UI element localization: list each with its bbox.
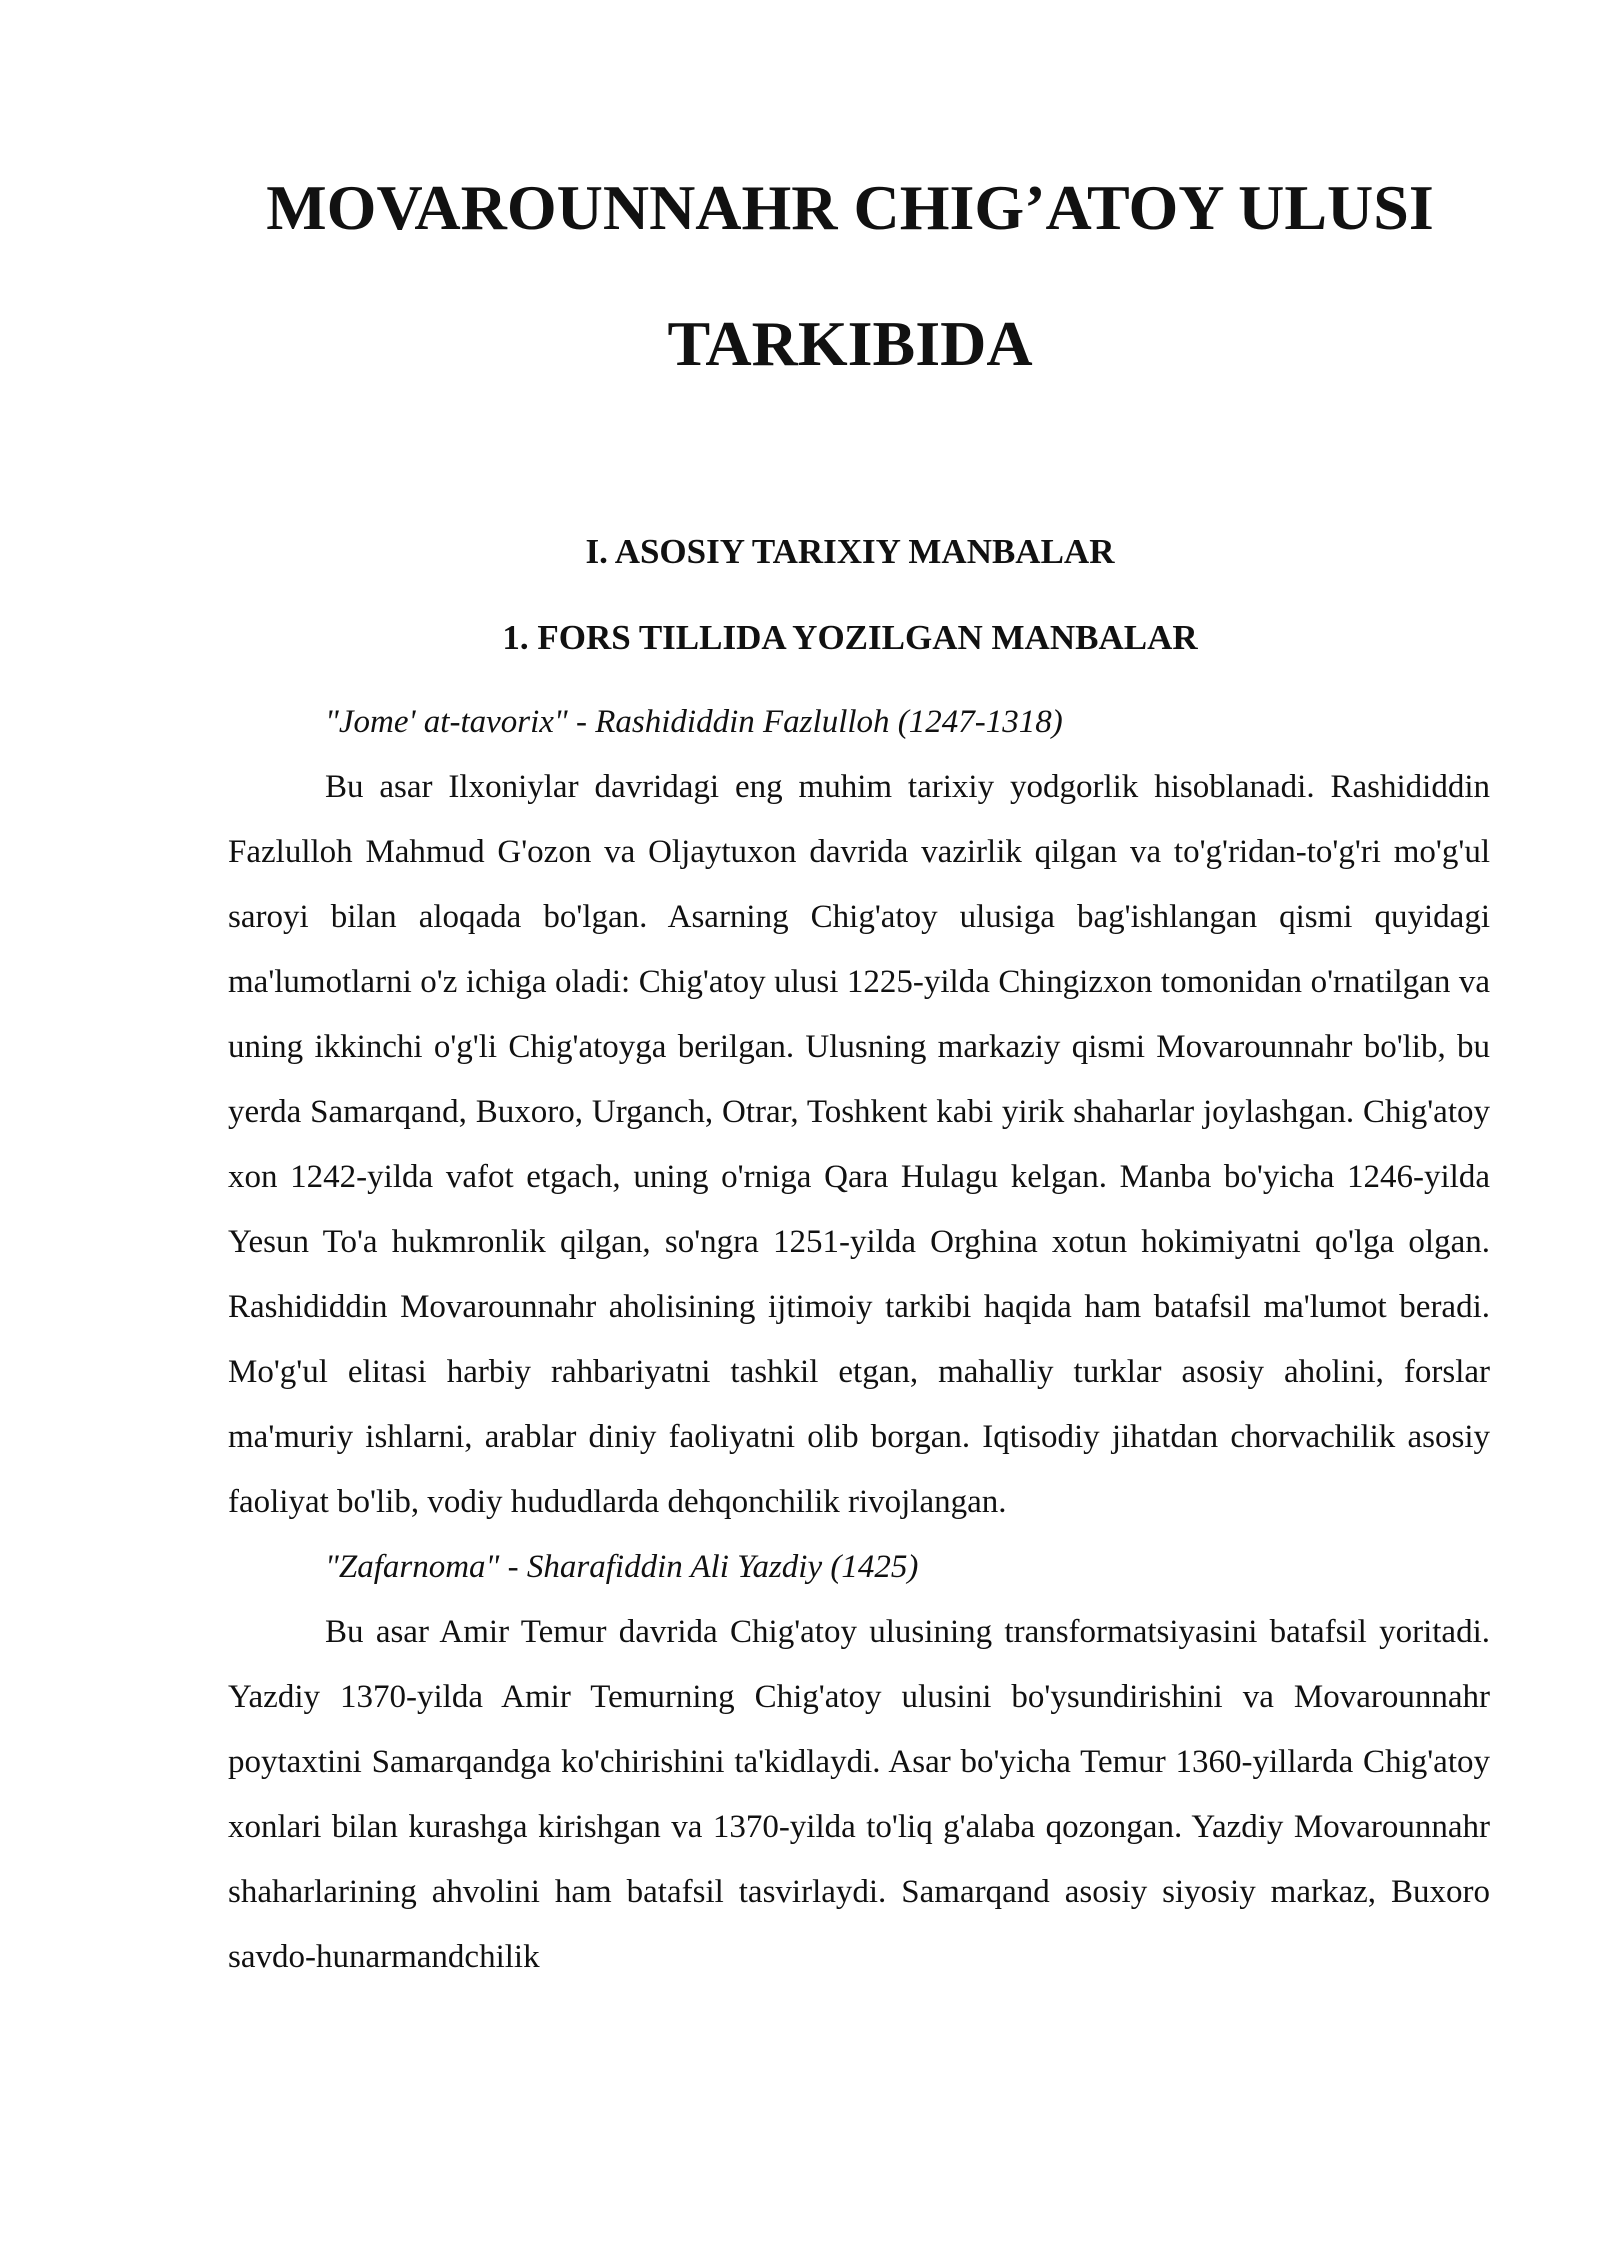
section-heading: I. ASOSIY TARIXIY MANBALAR [585, 532, 1115, 571]
title-line-1: MOVAROUNNAHR CHIG’ATOY ULUSI [266, 172, 1434, 243]
document-title [200, 140, 1500, 412]
body-paragraph: Bu asar Amir Temur davrida Chig'atoy ulusining transformatsiyasini batafsil yoritadi. Yazdiy 1370-yilda Amir Temurning Chig'atoy ulusini bo'ysundirishini va Movarounnahr poytaxtini Samarqandga ko'chirishini ta'kidlaydi. Asar bo'yicha Temur 1360-yillarda Chig'atoy xonlari bilan kurashga kirishgan va 1370-yilda to'liq g'alaba qozongan. Yazdiy Movarounnahr shaharlarining ahvolini ham batafsil tasvirlaydi. Samarqand asosiy siyosiy markaz, Buxoro savdo-hunarmandchilik [228, 1614, 1490, 1975]
body-paragraph: Bu asar Ilxoniylar davridagi eng muhim tarixiy yodgorlik hisoblanadi. Rashididdin Fazlulloh Mahmud G'ozon va Oljaytuxon davrida vazirlik qilgan va to'g'ridan-to'g'ri mo'g'ul saroyi bilan aloqada bo'lgan. Asarning Chig'atoy ulusiga bag'ishlangan qismi quyidagi ma'lumotlarni o'z ichiga oladi: Chig'atoy ulusi 1225-yilda Chingizxon tomonidan o'rnatilgan va uning ikkinchi o'g'li Chig'atoyga berilgan. Ulusning markaziy qismi Movarounnahr bo'lib, bu yerda Samarqand, Buxoro, Urganch, Otrar, Toshkent kabi yirik shaharlar joylashgan. Chig'atoy xon 1242-yilda vafot etgach, uning o'rniga Qara Hulagu kelgan. Manba bo'yicha 1246-yilda Yesun To'a hukmronlik qilgan, so'ngra 1251-yilda Orghina xotun hokimiyatni qo'lga olgan. Rashididdin Movarounnahr aholisining ijtimoiy tarkibi haqida ham batafsil ma'lumot beradi. Mo'g'ul elitasi harbiy rahbariyatni tashkil etgan, mahalliy turklar asosiy aholini, forslar ma'muriy ishlarni, arablar diniy faoliyatni olib borgan. Iqtisodiy jihatdan chorvachilik asosiy faoliyat bo'lib, vodiy hududlarda dehqonchilik rivojlangan. [228, 769, 1490, 1520]
document-body [228, 690, 1490, 1990]
subsection-heading: 1. FORS TILLIDA YOZILGAN MANBALAR [502, 618, 1198, 657]
title-line-2: TARKIBIDA [667, 308, 1033, 379]
source-citation: "Jome' at-tavorix" - Rashididdin Fazlulloh (1247-1318) [325, 704, 1063, 740]
source-citation: "Zafarnoma" - Sharafiddin Ali Yazdiy (1425) [325, 1549, 919, 1585]
